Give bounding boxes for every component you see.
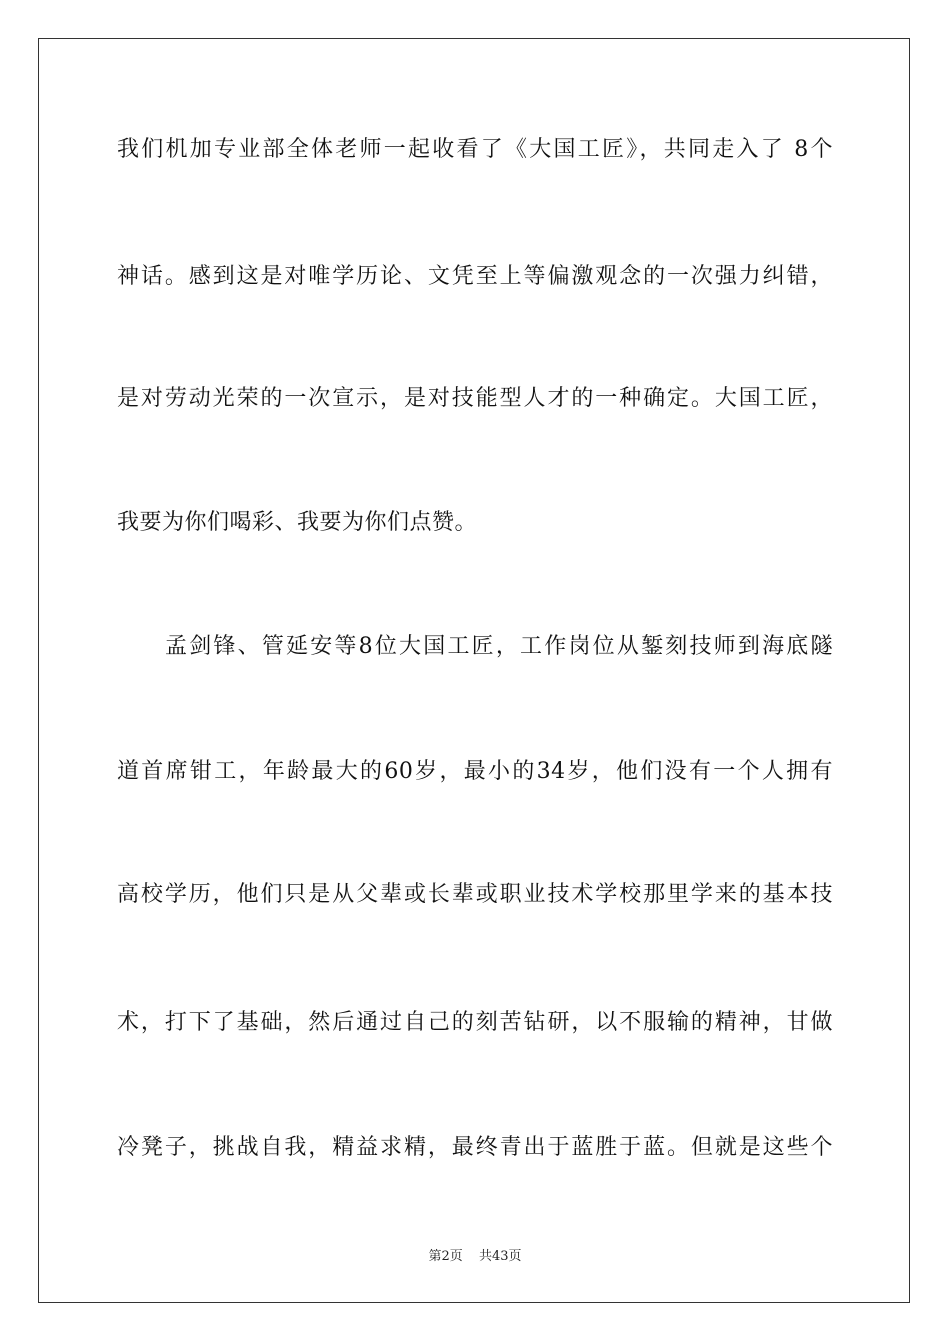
paragraph-line: 道首席钳工，年龄最大的60岁，最小的34岁，他们没有一个人拥有 <box>117 759 833 784</box>
page-border <box>38 38 910 1303</box>
paragraph-line: 我们机加专业部全体老师一起收看了《大国工匠》，共同走入了 8个 <box>117 137 833 162</box>
paragraph-line: 术，打下了基础，然后通过自己的刻苦钻研，以不服输的精神，甘做 <box>117 1010 833 1035</box>
page-number: 第2页 <box>428 1249 463 1264</box>
paragraph-line: 孟剑锋、管延安等8位大国工匠，工作岗位从錾刻技师到海底隧 <box>165 634 833 659</box>
page-total: 共43页 <box>478 1249 522 1264</box>
paragraph-line: 我要为你们喝彩、我要为你们点赞。 <box>117 510 478 535</box>
paragraph-line: 是对劳动光荣的一次宣示，是对技能型人才的一种确定。大国工匠， <box>117 386 833 411</box>
paragraph-line: 高校学历，他们只是从父辈或长辈或职业技术学校那里学来的基本技 <box>117 882 833 907</box>
paragraph-line: 神话。感到这是对唯学历论、文凭至上等偏激观念的一次强力纠错， <box>117 264 833 289</box>
paragraph-line: 冷凳子，挑战自我，精益求精，最终青出于蓝胜于蓝。但就是这些个 <box>117 1135 833 1160</box>
page-footer <box>0 1248 950 1266</box>
